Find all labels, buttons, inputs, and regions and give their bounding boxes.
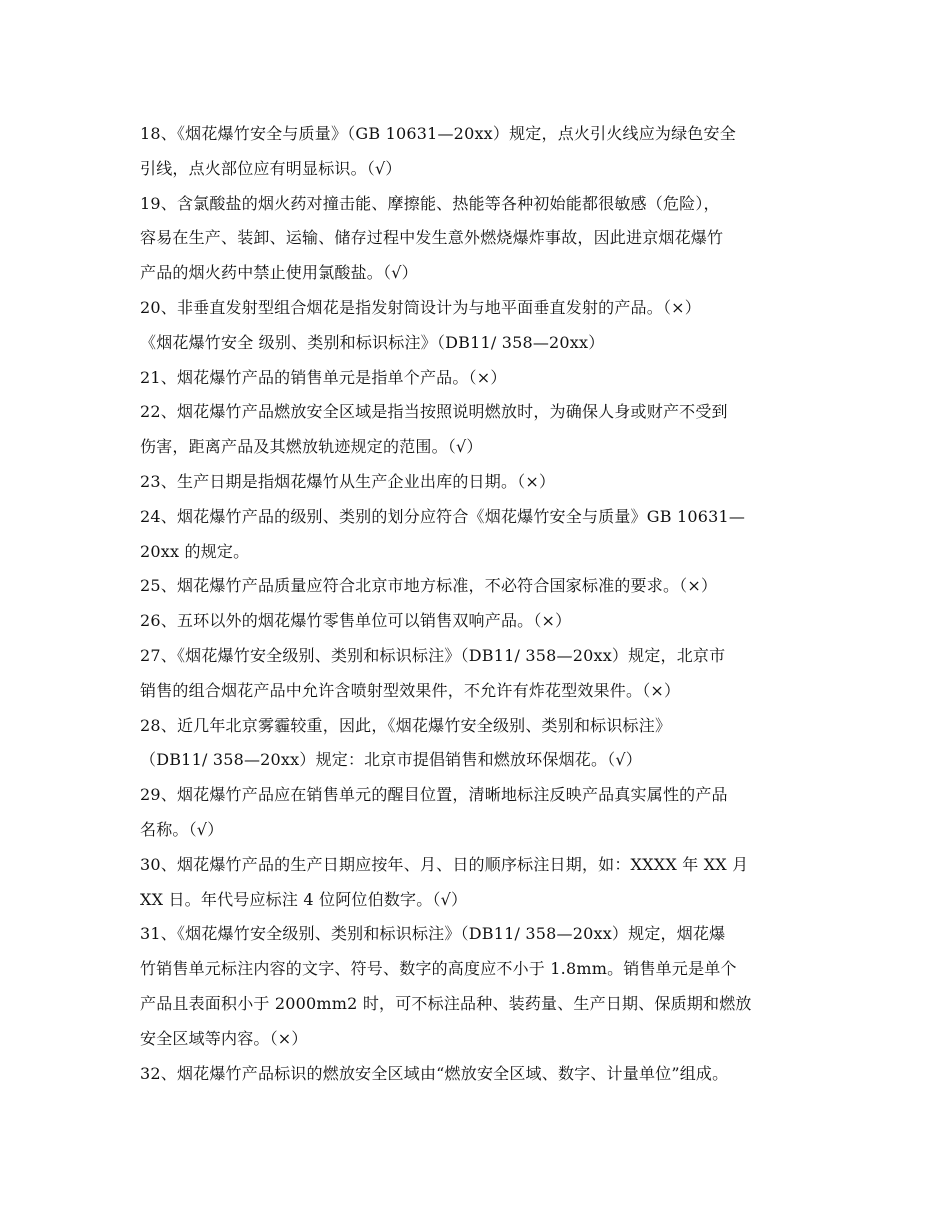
text-line-1: 18、《烟花爆竹安全与质量》（GB 10631—20xx）规定，点火引火线应为绿色安全 (140, 124, 736, 143)
text-line-6: 20、非垂直发射型组合烟花是指发射筒设计为与地平面垂直发射的产品。（×） (140, 297, 701, 317)
text-line-2: 引线，点火部位应有明显标识。（√） (140, 158, 402, 178)
text-line-7: 《烟花爆竹安全 级别、类别和标识标注》（DB11/ 358—20xx） (140, 332, 605, 352)
text-line-15: 26、五环以外的烟花爆竹零售单位可以销售双响产品。（×） (140, 611, 572, 631)
text-line-21: 名称。（√） (140, 819, 224, 839)
text-line-10: 伤害，距离产品及其燃放轨迹规定的范围。（√） (140, 437, 483, 457)
text-line-23: XX 日。年代号应标注 4 位阿位伯数字。（√） (140, 889, 468, 909)
text-line-12: 24、烟花爆竹产品的级别、类别的划分应符合《烟花爆竹安全与质量》GB 10631— (140, 506, 746, 526)
text-line-3: 19、含氯酸盐的烟火药对撞击能、摩擦能、热能等各种初始能都很敏感（危险）， (140, 193, 720, 213)
text-line-16: 27、《烟花爆竹安全级别、类别和标识标注》（DB11/ 358—20xx）规定，北京市 (140, 645, 726, 665)
text-line-14: 25、烟花爆竹产品质量应符合北京市地方标准，不必符合国家标准的要求。（×） (140, 576, 718, 596)
text-line-18: 28、近几年北京雾霾较重，因此，《烟花爆竹安全级别、类别和标识标注》 (140, 715, 672, 735)
text-line-25: 竹销售单元标注内容的文字、符号、数字的高度应不小于 1.8mm。销售单元是单个 (140, 959, 737, 979)
text-line-20: 29、烟花爆竹产品应在销售单元的醒目位置，清晰地标注反映产品真实属性的产品 (140, 785, 728, 805)
text-line-26: 产品且表面积小于 2000mm2 时，可不标注品种、装药量、生产日期、保质期和燃放 (140, 993, 752, 1013)
text-line-28: 32、烟花爆竹产品标识的燃放安全区域由“燃放安全区域、数字、计量单位”组成。 (140, 1063, 729, 1083)
text-line-19: （DB11/ 358—20xx）规定：北京市提倡销售和燃放环保烟花。（√） (140, 750, 642, 770)
text-line-8: 21、烟花爆竹产品的销售单元是指单个产品。（×） (140, 367, 507, 387)
text-line-22: 30、烟花爆竹产品的生产日期应按年、月、日的顺序标注日期，如：XXXX 年 XX 月 (140, 854, 749, 874)
text-line-13: 20xx 的规定。 (140, 541, 250, 561)
document-body (140, 117, 830, 1091)
text-line-4: 容易在生产、装卸、运输、储存过程中发生意外燃烧爆炸事故，因此进京烟花爆竹 (140, 228, 724, 248)
text-line-17: 销售的组合烟花产品中允许含喷射型效果件，不允许有炸花型效果件。（×） (140, 680, 681, 700)
text-line-11: 23、生产日期是指烟花爆竹从生产企业出库的日期。（×） (140, 471, 556, 491)
text-line-9: 22、烟花爆竹产品燃放安全区域是指当按照说明燃放时，为确保人身或财产不受到 (140, 402, 728, 422)
text-line-24: 31、《烟花爆竹安全级别、类别和标识标注》（DB11/ 358—20xx）规定，烟花爆 (140, 924, 726, 944)
text-line-5: 产品的烟火药中禁止使用氯酸盐。（√） (140, 263, 418, 283)
text-line-27: 安全区域等内容。（×） (140, 1028, 308, 1048)
